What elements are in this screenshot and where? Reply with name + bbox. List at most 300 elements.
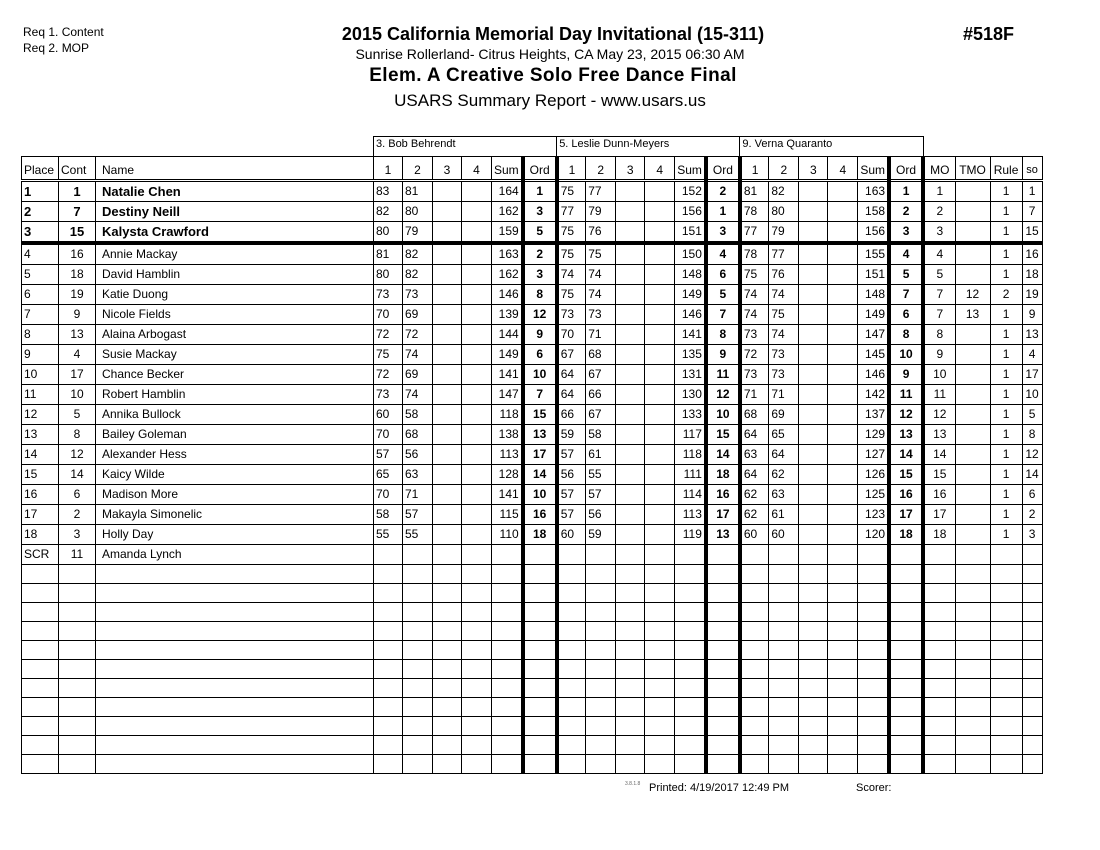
judge2-2-cell: 71 (586, 325, 616, 345)
judge1-sum-cell (492, 679, 523, 698)
col-cont: Cont (59, 157, 96, 181)
tmo-cell (955, 345, 990, 365)
judge3-1-cell: 64 (740, 425, 769, 445)
judge1-3-cell (433, 202, 462, 222)
judge1-3-cell (433, 660, 462, 679)
so-cell (1022, 698, 1042, 717)
judge1-3-cell (433, 603, 462, 622)
judge1-ord-cell: 14 (523, 465, 557, 485)
judge2-4-cell (645, 243, 675, 265)
judge2-sum-cell (675, 565, 706, 584)
blank-row (22, 660, 1043, 679)
mo-cell: 16 (923, 485, 955, 505)
judge3-2-cell: 61 (769, 505, 799, 525)
judge3-1-cell (740, 603, 769, 622)
judge2-ord-cell: 15 (706, 425, 740, 445)
judge2-1-cell: 57 (557, 485, 586, 505)
judge2-ord-cell: 9 (706, 345, 740, 365)
judge2-ord-cell (706, 698, 740, 717)
judge1-sum-cell: 139 (492, 305, 523, 325)
judge-2-name: 5. Leslie Dunn-Meyers (557, 137, 740, 157)
judge1-3-cell (433, 425, 462, 445)
judge1-3-cell (433, 445, 462, 465)
judge1-sum-cell: 141 (492, 365, 523, 385)
table-row (22, 525, 1043, 545)
judge1-ord-cell: 2 (523, 243, 557, 265)
col-j3-1: 1 (740, 157, 769, 181)
judge1-4-cell (462, 405, 492, 425)
judge3-2-cell: 73 (769, 365, 799, 385)
judge1-ord-cell: 8 (523, 285, 557, 305)
judge1-1-cell: 58 (374, 505, 403, 525)
judge1-ord-cell: 13 (523, 425, 557, 445)
judge1-1-cell (374, 660, 403, 679)
judge1-1-cell: 70 (374, 305, 403, 325)
column-header-row (22, 157, 1043, 181)
mo-cell: 9 (923, 345, 955, 365)
judge2-4-cell (645, 679, 675, 698)
judge1-1-cell (374, 698, 403, 717)
judge3-sum-cell: 120 (858, 525, 889, 545)
judge2-ord-cell: 1 (706, 202, 740, 222)
judge3-4-cell (828, 584, 858, 603)
judge3-3-cell (799, 265, 828, 285)
judge3-3-cell (799, 755, 828, 774)
judge1-3-cell (433, 325, 462, 345)
judge2-sum-cell: 111 (675, 465, 706, 485)
judge2-sum-cell: 141 (675, 325, 706, 345)
mo-cell: 1 (923, 181, 955, 202)
judge3-1-cell (740, 660, 769, 679)
judge3-2-cell: 62 (769, 465, 799, 485)
blank-row (22, 717, 1043, 736)
judge1-4-cell (462, 565, 492, 584)
judge2-3-cell (616, 222, 645, 244)
judge1-3-cell (433, 717, 462, 736)
place-cell (22, 679, 59, 698)
judge3-sum-cell: 123 (858, 505, 889, 525)
tmo-cell (955, 525, 990, 545)
tmo-cell (955, 545, 990, 565)
place-cell: 12 (22, 405, 59, 425)
col-j1-sum: Sum (492, 157, 523, 181)
judge1-ord-cell: 5 (523, 222, 557, 244)
judge3-1-cell: 63 (740, 445, 769, 465)
judge3-3-cell (799, 285, 828, 305)
judge1-4-cell (462, 603, 492, 622)
judge1-4-cell (462, 525, 492, 545)
name-cell: Susie Mackay (96, 345, 374, 365)
judge3-2-cell: 73 (769, 345, 799, 365)
judge1-2-cell (403, 622, 433, 641)
so-cell (1022, 565, 1042, 584)
col-j1-3: 3 (433, 157, 462, 181)
judge2-sum-cell: 133 (675, 405, 706, 425)
blank-row (22, 641, 1043, 660)
judge3-4-cell (828, 265, 858, 285)
judge1-1-cell (374, 622, 403, 641)
judge2-sum-cell: 151 (675, 222, 706, 244)
judge2-1-cell: 66 (557, 405, 586, 425)
judge1-2-cell: 74 (403, 385, 433, 405)
judge1-sum-cell: 162 (492, 202, 523, 222)
judge3-sum-cell: 148 (858, 285, 889, 305)
judge2-3-cell (616, 698, 645, 717)
judge2-2-cell: 56 (586, 505, 616, 525)
judge3-2-cell (769, 698, 799, 717)
judge2-ord-cell (706, 755, 740, 774)
judge3-1-cell (740, 698, 769, 717)
judge3-3-cell (799, 545, 828, 565)
judge3-2-cell: 64 (769, 445, 799, 465)
rule-cell: 1 (990, 505, 1022, 525)
judge1-ord-cell: 16 (523, 505, 557, 525)
judge2-1-cell (557, 736, 586, 755)
judge1-3-cell (433, 679, 462, 698)
judge3-2-cell (769, 717, 799, 736)
name-cell: Robert Hamblin (96, 385, 374, 405)
judge2-sum-cell (675, 603, 706, 622)
judge2-2-cell: 77 (586, 181, 616, 202)
judge3-1-cell: 78 (740, 202, 769, 222)
judge3-ord-cell: 6 (889, 305, 923, 325)
so-cell (1022, 736, 1042, 755)
judge3-4-cell (828, 243, 858, 265)
judge1-1-cell (374, 736, 403, 755)
judge2-4-cell (645, 345, 675, 365)
judge2-1-cell (557, 565, 586, 584)
judge3-3-cell (799, 660, 828, 679)
judge2-2-cell: 67 (586, 365, 616, 385)
judge3-ord-cell: 14 (889, 445, 923, 465)
judge1-sum-cell: 163 (492, 243, 523, 265)
rule-cell: 1 (990, 265, 1022, 285)
judge2-ord-cell (706, 717, 740, 736)
judge1-sum-cell (492, 603, 523, 622)
judge1-ord-cell (523, 736, 557, 755)
judge3-ord-cell: 2 (889, 202, 923, 222)
judge3-sum-cell (858, 755, 889, 774)
judge1-ord-cell (523, 603, 557, 622)
judge3-4-cell (828, 202, 858, 222)
judge3-4-cell (828, 603, 858, 622)
table-row (22, 505, 1043, 525)
judge1-ord-cell (523, 698, 557, 717)
judge2-ord-cell (706, 679, 740, 698)
mo-cell: 11 (923, 385, 955, 405)
judge1-3-cell (433, 622, 462, 641)
judge1-1-cell: 55 (374, 525, 403, 545)
judge3-4-cell (828, 565, 858, 584)
cont-cell: 16 (59, 243, 96, 265)
col-name: Name (96, 157, 374, 181)
place-cell (22, 660, 59, 679)
judge3-1-cell (740, 736, 769, 755)
tmo-cell (955, 385, 990, 405)
judge1-4-cell (462, 485, 492, 505)
judge2-3-cell (616, 584, 645, 603)
judge2-ord-cell: 2 (706, 181, 740, 202)
judge2-1-cell: 75 (557, 243, 586, 265)
judge3-3-cell (799, 405, 828, 425)
judge1-4-cell (462, 305, 492, 325)
competition-title: 2015 California Memorial Day Invitational (15-311) (341, 24, 765, 44)
judge3-3-cell (799, 698, 828, 717)
mo-cell: 12 (923, 405, 955, 425)
so-cell: 4 (1022, 345, 1042, 365)
mo-cell (923, 717, 955, 736)
judge2-2-cell: 73 (586, 305, 616, 325)
judge3-ord-cell (889, 679, 923, 698)
judge-header-row (22, 137, 1043, 157)
so-cell (1022, 622, 1042, 641)
blank-row (22, 565, 1043, 584)
judge3-3-cell (799, 425, 828, 445)
judge1-1-cell (374, 603, 403, 622)
table-row (22, 485, 1043, 505)
judge2-1-cell: 70 (557, 325, 586, 345)
rule-cell: 1 (990, 525, 1022, 545)
judge2-2-cell: 75 (586, 243, 616, 265)
mo-cell: 8 (923, 325, 955, 345)
judge1-2-cell: 57 (403, 505, 433, 525)
place-cell: 8 (22, 325, 59, 345)
place-cell: SCR (22, 545, 59, 565)
judge3-ord-cell (889, 698, 923, 717)
judge2-ord-cell: 16 (706, 485, 740, 505)
judge3-ord-cell (889, 641, 923, 660)
blank-row (22, 755, 1043, 774)
judge3-sum-cell (858, 660, 889, 679)
name-cell: Katie Duong (96, 285, 374, 305)
so-cell: 12 (1022, 445, 1042, 465)
judge3-4-cell (828, 525, 858, 545)
table-row (22, 465, 1043, 485)
judge2-ord-cell: 11 (706, 365, 740, 385)
judge1-4-cell (462, 181, 492, 202)
place-cell (22, 698, 59, 717)
judge3-4-cell (828, 660, 858, 679)
tmo-cell (955, 736, 990, 755)
judge3-sum-cell: 163 (858, 181, 889, 202)
tmo-cell (955, 698, 990, 717)
judge2-3-cell (616, 565, 645, 584)
judge3-1-cell (740, 584, 769, 603)
judge1-1-cell: 65 (374, 465, 403, 485)
judge3-1-cell: 64 (740, 465, 769, 485)
blank-row (22, 622, 1043, 641)
place-cell: 7 (22, 305, 59, 325)
tmo-cell: 12 (955, 285, 990, 305)
judge1-3-cell (433, 736, 462, 755)
judge1-3-cell (433, 181, 462, 202)
judge1-3-cell (433, 243, 462, 265)
judge3-2-cell (769, 622, 799, 641)
mo-cell (923, 622, 955, 641)
judge1-3-cell (433, 222, 462, 244)
name-cell: Holly Day (96, 525, 374, 545)
judge3-1-cell (740, 717, 769, 736)
cont-cell (59, 736, 96, 755)
judge2-3-cell (616, 545, 645, 565)
judge3-4-cell (828, 181, 858, 202)
judge1-2-cell: 74 (403, 345, 433, 365)
judge1-3-cell (433, 345, 462, 365)
mo-cell: 4 (923, 243, 955, 265)
name-cell: Annie Mackay (96, 243, 374, 265)
judge1-2-cell (403, 679, 433, 698)
tmo-cell (955, 222, 990, 244)
judge2-3-cell (616, 285, 645, 305)
judge3-ord-cell (889, 736, 923, 755)
judge1-2-cell (403, 545, 433, 565)
col-mo: MO (923, 157, 955, 181)
judge1-sum-cell (492, 622, 523, 641)
judge1-2-cell: 63 (403, 465, 433, 485)
tmo-cell (955, 465, 990, 485)
blank-row (22, 584, 1043, 603)
judge2-4-cell (645, 385, 675, 405)
judge2-3-cell (616, 736, 645, 755)
cont-cell: 10 (59, 385, 96, 405)
judge3-sum-cell: 145 (858, 345, 889, 365)
judge2-ord-cell: 4 (706, 243, 740, 265)
judge1-ord-cell: 17 (523, 445, 557, 465)
event-number: #518F (963, 24, 1015, 44)
judge-3-name: 9. Verna Quaranto (740, 137, 923, 157)
so-cell: 5 (1022, 405, 1042, 425)
judge1-ord-cell (523, 679, 557, 698)
judge3-2-cell: 65 (769, 425, 799, 445)
judge1-ord-cell: 18 (523, 525, 557, 545)
judge1-ord-cell: 6 (523, 345, 557, 365)
tmo-cell: 13 (955, 305, 990, 325)
cont-cell (59, 622, 96, 641)
judge3-4-cell (828, 641, 858, 660)
mo-cell: 17 (923, 505, 955, 525)
judge1-1-cell: 83 (374, 181, 403, 202)
table-row (22, 325, 1043, 345)
judge1-2-cell (403, 660, 433, 679)
judge1-3-cell (433, 305, 462, 325)
rule-cell (990, 622, 1022, 641)
judge3-1-cell (740, 545, 769, 565)
judge2-sum-cell: 114 (675, 485, 706, 505)
judge1-1-cell: 73 (374, 285, 403, 305)
judge2-sum-cell (675, 622, 706, 641)
judge2-3-cell (616, 679, 645, 698)
judge2-4-cell (645, 755, 675, 774)
judge3-1-cell (740, 641, 769, 660)
place-cell (22, 565, 59, 584)
judge3-2-cell: 60 (769, 525, 799, 545)
judge1-sum-cell (492, 641, 523, 660)
judge1-2-cell (403, 736, 433, 755)
tmo-cell (955, 755, 990, 774)
judge2-sum-cell: 149 (675, 285, 706, 305)
judge1-2-cell: 80 (403, 202, 433, 222)
blank-row (22, 698, 1043, 717)
judge2-ord-cell: 3 (706, 222, 740, 244)
judge3-sum-cell (858, 717, 889, 736)
so-cell: 16 (1022, 243, 1042, 265)
name-cell: Kalysta Crawford (96, 222, 374, 244)
place-cell: 4 (22, 243, 59, 265)
judge3-4-cell (828, 736, 858, 755)
judge3-2-cell (769, 755, 799, 774)
judge2-3-cell (616, 445, 645, 465)
name-cell (96, 565, 374, 584)
judge2-1-cell: 75 (557, 181, 586, 202)
judge1-sum-cell: 118 (492, 405, 523, 425)
judge1-sum-cell (492, 545, 523, 565)
rule-cell: 1 (990, 485, 1022, 505)
place-cell: 1 (22, 181, 59, 202)
judge1-4-cell (462, 545, 492, 565)
place-cell: 13 (22, 425, 59, 445)
so-cell: 8 (1022, 425, 1042, 445)
judge3-4-cell (828, 222, 858, 244)
judge2-sum-cell (675, 679, 706, 698)
judge3-sum-cell: 147 (858, 325, 889, 345)
judge1-1-cell: 70 (374, 425, 403, 445)
judge3-ord-cell: 12 (889, 405, 923, 425)
judge2-sum-cell: 146 (675, 305, 706, 325)
judge1-2-cell: 69 (403, 305, 433, 325)
judge2-3-cell (616, 385, 645, 405)
judge2-2-cell: 76 (586, 222, 616, 244)
so-cell: 9 (1022, 305, 1042, 325)
judge2-4-cell (645, 325, 675, 345)
judge3-sum-cell: 155 (858, 243, 889, 265)
judge2-4-cell (645, 505, 675, 525)
so-cell: 18 (1022, 265, 1042, 285)
tmo-cell (955, 603, 990, 622)
judge3-ord-cell: 17 (889, 505, 923, 525)
tmo-cell (955, 425, 990, 445)
judge2-2-cell (586, 545, 616, 565)
judge3-4-cell (828, 755, 858, 774)
judge3-sum-cell: 156 (858, 222, 889, 244)
judge3-ord-cell: 18 (889, 525, 923, 545)
name-cell: Destiny Neill (96, 202, 374, 222)
judge3-3-cell (799, 345, 828, 365)
cont-cell: 4 (59, 345, 96, 365)
judge1-2-cell: 79 (403, 222, 433, 244)
table-row (22, 243, 1043, 265)
judge2-1-cell (557, 679, 586, 698)
name-cell (96, 641, 374, 660)
judge2-3-cell (616, 202, 645, 222)
judge2-1-cell (557, 717, 586, 736)
blank-row (22, 603, 1043, 622)
tmo-cell (955, 584, 990, 603)
judge3-sum-cell (858, 584, 889, 603)
judge3-ord-cell (889, 565, 923, 584)
judge1-4-cell (462, 660, 492, 679)
judge1-4-cell (462, 584, 492, 603)
judge1-ord-cell: 15 (523, 405, 557, 425)
judge1-3-cell (433, 755, 462, 774)
judge1-4-cell (462, 505, 492, 525)
judge3-ord-cell: 15 (889, 465, 923, 485)
judge2-2-cell (586, 565, 616, 584)
judge1-sum-cell (492, 736, 523, 755)
judge1-1-cell (374, 717, 403, 736)
rule-cell (990, 584, 1022, 603)
venue-date-line: Sunrise Rollerland- Citrus Heights, CA May 23, 2015 06:30 AM (355, 46, 745, 62)
judge1-3-cell (433, 584, 462, 603)
